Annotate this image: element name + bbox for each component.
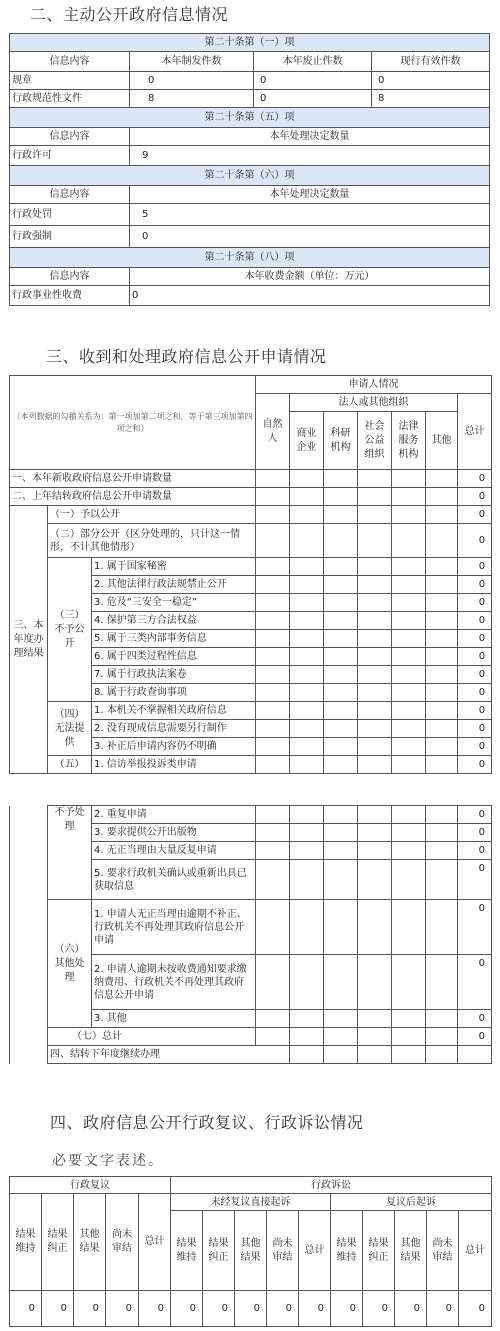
applicant-header: 申请人情况 (256, 376, 492, 394)
header-cell: 本年废止件数 (254, 52, 372, 72)
col-after-corrected: 结果纠正 (363, 1211, 395, 1291)
legal-entity-header: 法人或其他组织 (290, 394, 458, 412)
value-cell: 0 (299, 1291, 331, 1327)
row-results: 三、本年度办理结果 (10, 506, 48, 774)
value-cell: 0 (459, 1291, 492, 1327)
value-cell: 0 (203, 1291, 235, 1327)
value-cell: 0 (458, 594, 492, 612)
value-cell: 0 (458, 630, 492, 648)
result-partial: （二）部分公开（区分处理的，只计这一情形，不计其他情形） (48, 524, 256, 558)
row-label: 行政处罚 (10, 204, 130, 226)
band-item6: 第二十条第（六）项 (10, 166, 490, 186)
withhold-item: 8. 属于行政查询事项 (92, 684, 256, 702)
section2-title: 二、主动公开政府信息情况 (30, 5, 229, 24)
band-item5: 第二十条第（五）项 (10, 108, 490, 128)
withhold-item: 4. 保护第三方合法权益 (92, 612, 256, 630)
header-review: 行政复议 (10, 1177, 171, 1194)
application-table-part1 (9, 375, 492, 774)
result-not-processed: 不予处理 (48, 806, 92, 900)
not-processed-item: 3. 要求提供公开出版物 (92, 824, 256, 842)
col-after-pending: 尚未审结 (427, 1211, 459, 1291)
row-label: 行政事业性收费 (10, 286, 130, 306)
header-cell: 现行有效件数 (372, 52, 490, 72)
unable-item: 2. 没有现成信息需要另行制作 (92, 720, 256, 738)
header-cell: 本年收费金额（单位：万元） (130, 268, 490, 286)
row-carried-over: 二、上年结转政府信息公开申请数量 (10, 488, 256, 506)
value-cell: 0 (171, 1291, 203, 1327)
value-cell: 0 (458, 524, 492, 558)
value-cell: 0 (395, 1291, 427, 1327)
row-label: 规章 (10, 72, 130, 90)
col-direct-pending: 尚未审结 (267, 1211, 299, 1291)
withhold-item: 5. 属于三类内部事务信息 (92, 630, 256, 648)
header-cell: 本年处理决定数量 (130, 128, 490, 146)
value-cell: 0 (458, 955, 492, 1010)
value-cell: 5 (130, 204, 490, 226)
value-cell: 0 (458, 900, 492, 955)
other-item: 1. 申请人无正当理由逾期不补正、行政机关不再处理其政府信息公开申请 (92, 900, 256, 955)
value-cell: 0 (458, 470, 492, 488)
withhold-item: 1. 属于国家秘密 (92, 558, 256, 576)
result-not-processed-head: （五） (48, 756, 92, 774)
value-cell: 0 (139, 1291, 171, 1327)
col-natural-person: 自然人 (256, 394, 290, 470)
header-cell: 本年处理决定数量 (130, 186, 490, 204)
result-total: （七）总计 (48, 1028, 256, 1046)
col-after-total: 总计 (459, 1211, 492, 1291)
result-unable: （四）无法提供 (48, 702, 92, 756)
value-cell: 0 (427, 1291, 459, 1327)
review-lawsuit-table (9, 1176, 492, 1327)
band-item1: 第二十条第（一）项 (10, 34, 490, 52)
col-public-welfare: 社会公益组织 (358, 412, 392, 470)
result-disclose: （一）予以公开 (48, 506, 256, 524)
withhold-item: 2. 其他法律行政法规禁止公开 (92, 576, 256, 594)
unable-item: 1. 本机关不掌握相关政府信息 (92, 702, 256, 720)
section4-title: 四、政府信息公开行政复议、行政诉讼情况 (50, 1113, 364, 1132)
value-cell: 0 (42, 1291, 74, 1327)
not-processed-item: 2. 重复申请 (92, 806, 256, 824)
value-cell: 0 (458, 488, 492, 506)
section3-title: 三、收到和处理政府信息公开申请情况 (46, 347, 327, 366)
col-direct-other: 其他结果 (235, 1211, 267, 1291)
value-cell: 0 (458, 720, 492, 738)
value-cell: 0 (254, 90, 372, 108)
value-cell: 0 (458, 1010, 492, 1028)
application-table-part2 (9, 805, 492, 1064)
header-cell: 信息内容 (10, 186, 130, 204)
value-cell: 0 (130, 226, 490, 248)
col-other: 其他 (426, 412, 458, 470)
header-cell: 信息内容 (10, 52, 130, 72)
value-cell: 0 (458, 702, 492, 720)
value-cell: 0 (235, 1291, 267, 1327)
value-cell: 0 (130, 72, 254, 90)
header-direct-suit: 未经复议直接起诉 (171, 1194, 331, 1211)
band-item8: 第二十条第（八）项 (10, 248, 490, 268)
header-cell: 信息内容 (10, 128, 130, 146)
row-carry-forward: 四、结转下年度继续办理 (48, 1046, 290, 1064)
value-cell: 0 (458, 684, 492, 702)
value-cell: 0 (458, 558, 492, 576)
results-continued (10, 806, 48, 1064)
value-cell: 0 (331, 1291, 363, 1327)
col-review-corrected: 结果纠正 (42, 1194, 74, 1291)
col-review-pending: 尚未审结 (106, 1194, 139, 1291)
row-label: 行政规范性文件 (10, 90, 130, 108)
col-after-upheld: 结果维持 (331, 1211, 363, 1291)
col-legal-service: 法律服务机构 (392, 412, 426, 470)
value-cell: 8 (372, 90, 490, 108)
withhold-item: 7. 属于行政执法案卷 (92, 666, 256, 684)
header-cell: 信息内容 (10, 268, 130, 286)
value-cell: 0 (458, 648, 492, 666)
not-processed-item: 4. 无正当理由大量反复申请 (92, 842, 256, 860)
header-after-review: 复议后起诉 (331, 1194, 492, 1211)
not-processed-item: 1. 信访举报投诉类申请 (92, 756, 256, 774)
value-cell: 0 (458, 506, 492, 524)
other-item: 2. 申请人逾期未按收费通知要求缴纳费用、行政机关不再处理其政府信息公开申请 (92, 955, 256, 1010)
col-total: 总计 (458, 394, 492, 470)
value-cell: 0 (458, 860, 492, 900)
value-cell: 0 (458, 1028, 492, 1046)
unable-item: 3. 补正后申请内容仍不明确 (92, 738, 256, 756)
col-direct-corrected: 结果纠正 (203, 1211, 235, 1291)
row-new-applications: 一、本年新收政府信息公开申请数量 (10, 470, 256, 488)
not-processed-item: 5. 要求行政机关确认或重新出具已获取信息 (92, 860, 256, 900)
value-cell: 0 (372, 72, 490, 90)
header-cell: 本年制发件数 (130, 52, 254, 72)
withhold-item: 6. 属于四类过程性信息 (92, 648, 256, 666)
value-cell: 0 (458, 756, 492, 774)
col-review-other: 其他结果 (74, 1194, 106, 1291)
proactive-disclosure-table (9, 33, 490, 306)
value-cell: 0 (74, 1291, 106, 1327)
col-review-upheld: 结果维持 (10, 1194, 42, 1291)
row-label: 行政许可 (10, 146, 130, 166)
logic-note: （本列数据的勾稽关系为：第一项加第二项之和，等于第三项加第四项之和） (10, 376, 256, 470)
col-review-total: 总计 (139, 1194, 171, 1291)
value-cell: 8 (130, 90, 254, 108)
header-lawsuit: 行政诉讼 (171, 1177, 492, 1194)
section4-subtitle: 必要文字表述。 (52, 1153, 164, 1169)
value-cell: 0 (106, 1291, 139, 1327)
result-other: （六）其他处理 (48, 900, 92, 1028)
col-direct-upheld: 结果维持 (171, 1211, 203, 1291)
row-label: 行政强制 (10, 226, 130, 248)
col-after-other: 其他结果 (395, 1211, 427, 1291)
value-cell: 0 (130, 286, 490, 306)
col-business: 商业企业 (290, 412, 324, 470)
value-cell: 0 (458, 666, 492, 684)
value-cell: 0 (458, 612, 492, 630)
col-direct-total: 总计 (299, 1211, 331, 1291)
value-cell: 0 (267, 1291, 299, 1327)
col-research: 科研机构 (324, 412, 358, 470)
value-cell: 0 (458, 738, 492, 756)
value-cell: 0 (458, 824, 492, 842)
value-cell: 0 (458, 842, 492, 860)
value-cell: 0 (363, 1291, 395, 1327)
other-item: 3. 其他 (92, 1010, 256, 1028)
value-cell: 0 (10, 1291, 42, 1327)
result-withhold: （三）不予公开 (48, 558, 92, 702)
withhold-item: 3. 危及“三安全一稳定” (92, 594, 256, 612)
value-cell: 9 (130, 146, 490, 166)
value-cell: 0 (458, 806, 492, 824)
value-cell: 0 (458, 576, 492, 594)
value-cell: 0 (254, 72, 372, 90)
